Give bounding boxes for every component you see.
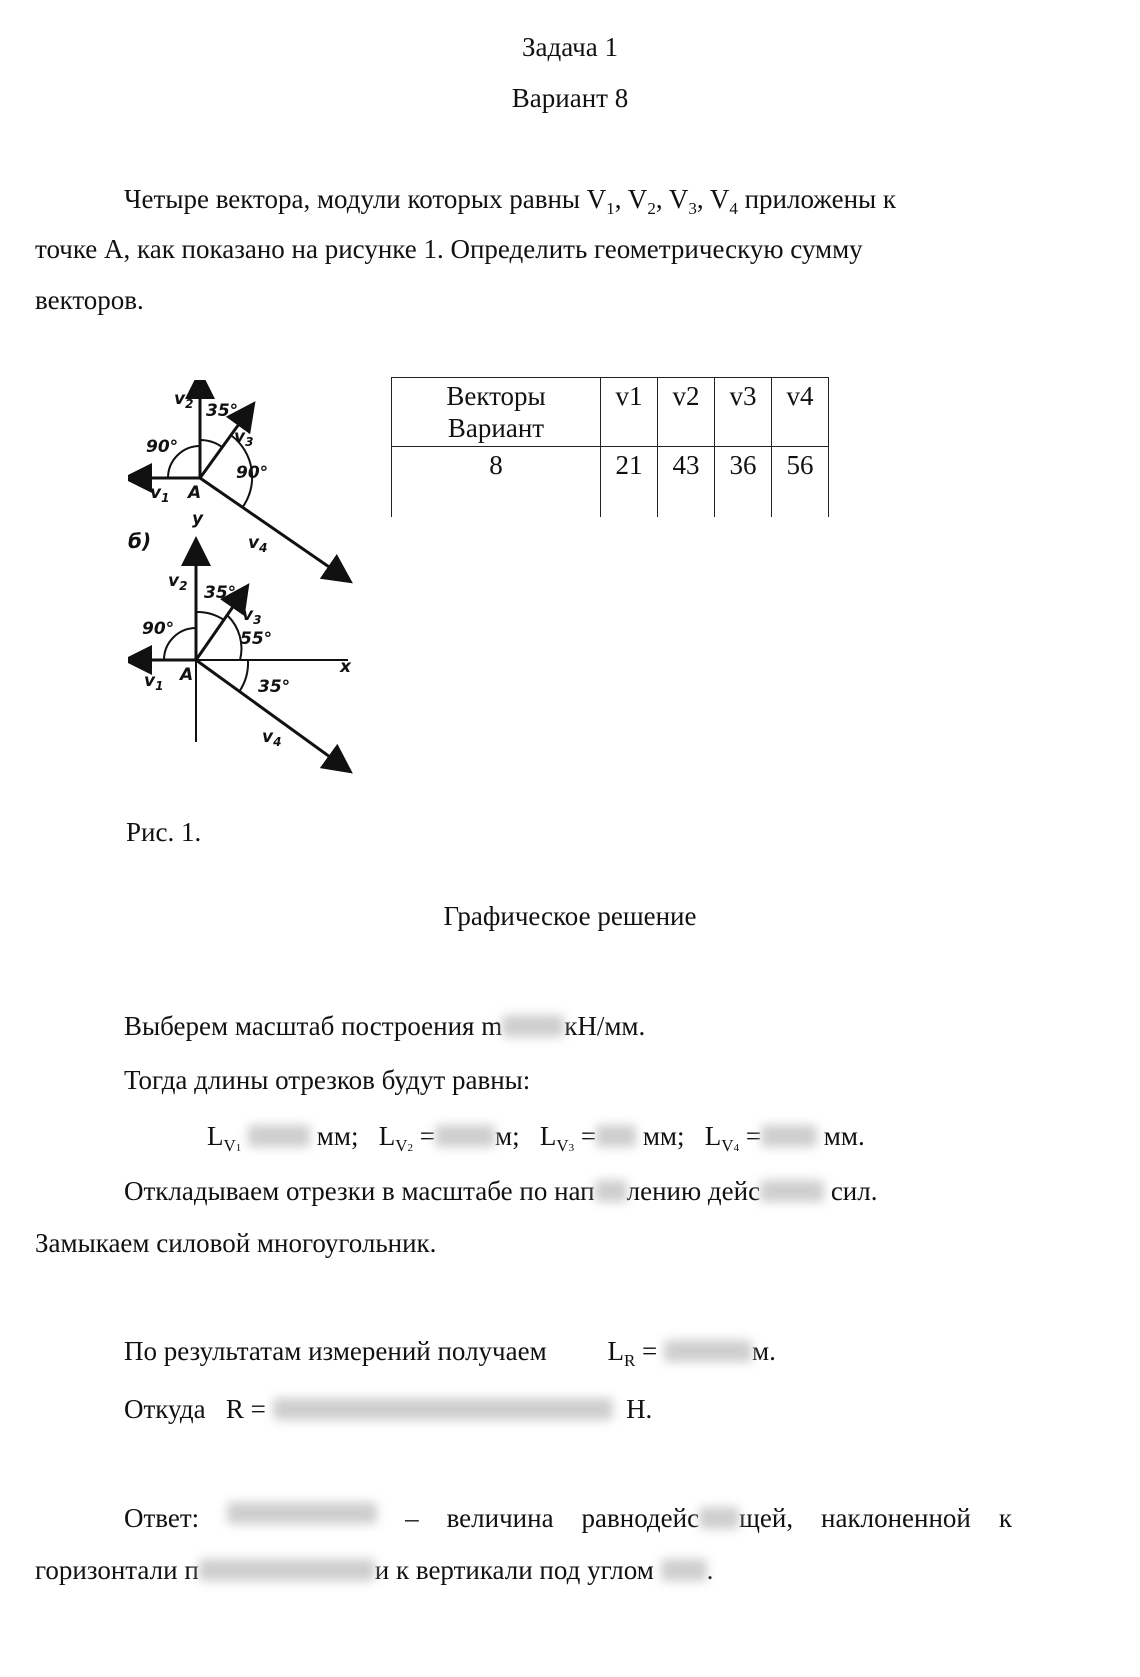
table-header-row bbox=[392, 378, 829, 447]
vector-figure bbox=[128, 380, 378, 825]
redacted-value bbox=[502, 1015, 564, 1037]
table-cell: 43 bbox=[658, 447, 715, 518]
step-line-2: Замыкаем силовой многоугольник. bbox=[35, 1228, 437, 1258]
vector-diagram bbox=[128, 380, 378, 825]
table-cell: 56 bbox=[772, 447, 829, 518]
figure-caption: Рис. 1. bbox=[126, 817, 202, 847]
label-v1-a: $v_1$ bbox=[150, 483, 170, 505]
answer-line-2: горизонтали п и к вертикали под углом . bbox=[35, 1555, 714, 1585]
lengths-intro: Тогда длины отрезков будут равны: bbox=[124, 1065, 531, 1095]
label-v2-b: $v_2$ bbox=[168, 571, 188, 593]
step-line-1: Откладываем отрезки в масштабе по нап лению дейс сил. bbox=[124, 1176, 878, 1206]
label-v3-a: $v_3$ bbox=[234, 427, 254, 449]
label-v4-b: $v_4$ bbox=[262, 727, 282, 749]
redacted-value bbox=[664, 1340, 752, 1362]
redacted-value bbox=[227, 1502, 377, 1524]
redacted-value bbox=[661, 1559, 707, 1581]
task-line-2: точке А, как показано на рисунке 1. Определить геометрическую сумму bbox=[35, 234, 863, 264]
label-point-a: A bbox=[188, 483, 202, 503]
table-header-cell: v3 bbox=[715, 378, 772, 447]
table-row bbox=[392, 447, 829, 518]
variant-heading: Вариант 8 bbox=[511, 83, 629, 113]
redacted-value bbox=[199, 1559, 375, 1581]
redacted-value bbox=[595, 1180, 627, 1202]
header-vectors: Векторы bbox=[446, 381, 546, 411]
label-angle90-a: 90° bbox=[146, 437, 179, 457]
redacted-value bbox=[596, 1125, 636, 1147]
scale-line: Выберем масштаб построения m кН/мм. bbox=[124, 1011, 646, 1041]
label-part-b: б) bbox=[128, 529, 152, 553]
redacted-value bbox=[435, 1125, 495, 1147]
lengths-line: $L_{V1}$ мм; $L_{V2} = м$; $L_{V3}$ = мм; $L_{V4}$ = мм. bbox=[207, 1121, 865, 1155]
page-title: Задача 1 bbox=[522, 32, 618, 62]
label-axis-x: x bbox=[340, 657, 351, 677]
table-cell: 21 bbox=[601, 447, 658, 518]
table-header-cell: v4 bbox=[772, 378, 829, 447]
data-table bbox=[391, 377, 829, 517]
label-v2-a: $v_2$ bbox=[174, 389, 194, 411]
solution-heading: Графическое решение bbox=[443, 901, 697, 931]
label-point-a-b: A bbox=[180, 665, 194, 685]
vector-v4-a bbox=[200, 478, 348, 580]
label-angle90b-a: 90° bbox=[236, 463, 269, 483]
label-axis-y: y bbox=[192, 509, 204, 529]
label-angle35-a: 35° bbox=[206, 401, 239, 421]
task-line-3: векторов. bbox=[35, 285, 144, 315]
label-v4-a: $v_4$ bbox=[248, 533, 268, 555]
header-variant: Вариант bbox=[447, 413, 545, 443]
label-angle55-b: 55° bbox=[240, 629, 273, 649]
result-line: Откуда R = Н. bbox=[124, 1394, 653, 1424]
answer-line-1: Ответ: – величина равнодейс щей, наклоненной к bbox=[124, 1503, 1012, 1533]
redacted-value bbox=[273, 1398, 613, 1420]
redacted-value bbox=[761, 1125, 817, 1147]
table-header-cell: v2 bbox=[658, 378, 715, 447]
redacted-value bbox=[760, 1180, 824, 1202]
task-line-1: Четыре вектора, модули которых равны $V_1$, $V_2$, $V_3$, $V_4$ приложены к bbox=[124, 184, 897, 218]
table-cell: 8 bbox=[392, 447, 601, 518]
label-angle35b-b: 35° bbox=[258, 677, 291, 697]
table-header-cell: v1 bbox=[601, 378, 658, 447]
table-cell: 36 bbox=[715, 447, 772, 518]
table-header-cell bbox=[392, 378, 601, 447]
redacted-value bbox=[699, 1507, 739, 1529]
label-angle35-b: 35° bbox=[204, 583, 237, 603]
label-angle90-b: 90° bbox=[142, 619, 175, 639]
redacted-value bbox=[248, 1125, 310, 1147]
label-v3-b: $v_3$ bbox=[242, 605, 262, 627]
label-v1-b: $v_1$ bbox=[144, 671, 164, 693]
measure-line: По результатам измерений получаем $L_R = м$. bbox=[124, 1336, 776, 1370]
